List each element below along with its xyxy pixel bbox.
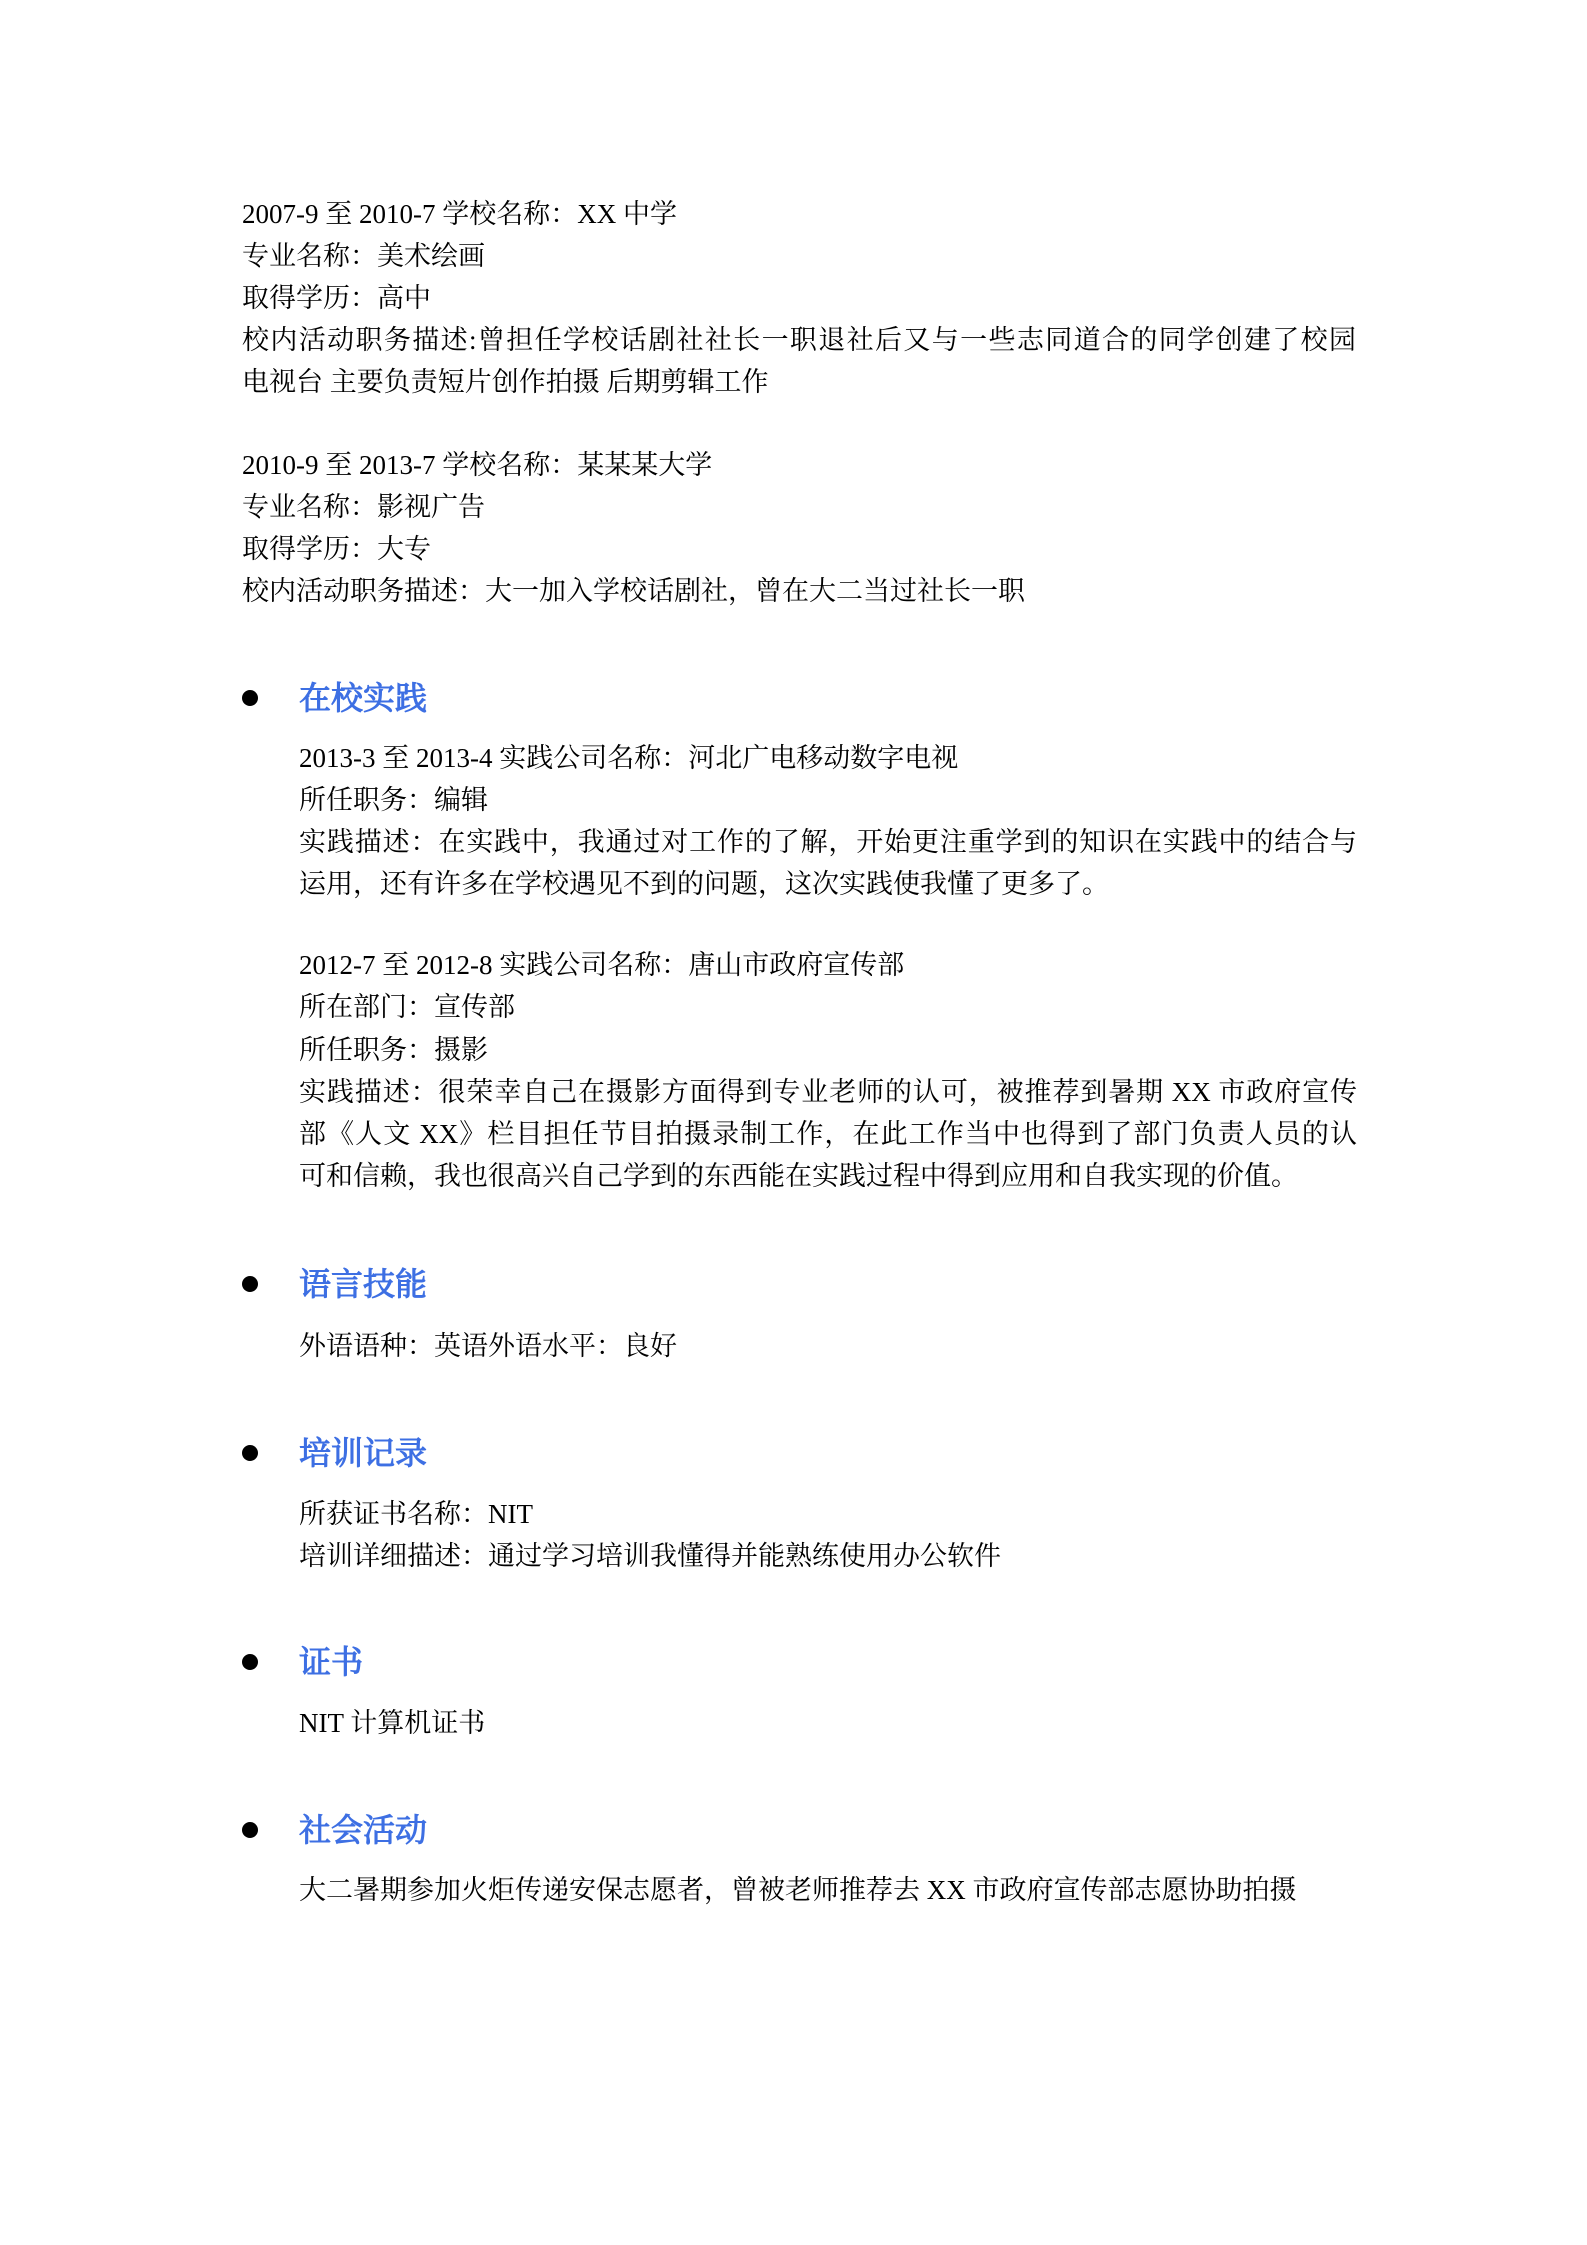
- practice-position: 所任职务：摄影: [299, 1034, 488, 1065]
- certificates-content: [299, 1702, 485, 1744]
- practice-description-line: 运用，还有许多在学校遇见不到的问题，这次实践使我懂了更多了。: [299, 869, 1109, 900]
- training-description: 培训详细描述：通过学习培训我懂得并能熟练使用办公软件: [299, 1540, 1001, 1571]
- language-line: 外语语种：英语外语水平：良好: [299, 1331, 677, 1362]
- bullet-icon: [242, 690, 258, 706]
- certificate-line: NIT 计算机证书: [299, 1708, 486, 1738]
- education-degree: 取得学历：大专: [242, 533, 431, 564]
- training-content: [299, 1493, 1001, 1577]
- education-entry-2: [242, 444, 1025, 613]
- education-activity-line: 校内活动职务描述：大一加入学校话剧社，曾在大二当过社长一职: [242, 576, 1025, 607]
- practice-department: 所在部门：宣传部: [299, 992, 515, 1023]
- social-content: [299, 1869, 1297, 1911]
- practice-description-line: 实践描述：在实践中，我通过对工作的了解，开始更注重学到的知识在实践中的结合与: [299, 826, 1357, 857]
- education-entry-1: [242, 193, 1356, 404]
- practice-period-company: 2012-7 至 2012-8 实践公司名称：唐山市政府宣传部: [299, 950, 905, 981]
- social-activity-line: 大二暑期参加火炬传递安保志愿者，曾被老师推荐去 XX 市政府宣传部志愿协助拍摄: [299, 1875, 1297, 1906]
- education-period-school: 2007-9 至 2010-7 学校名称：XX 中学: [242, 198, 677, 229]
- practice-entry-1: [299, 737, 1357, 906]
- section-title-certificates: 证书: [299, 1644, 364, 1681]
- bullet-icon: [242, 1276, 258, 1292]
- bullet-icon: [242, 1654, 258, 1670]
- practice-position: 所任职务：编辑: [299, 784, 488, 815]
- practice-entry-2: [299, 944, 1357, 1197]
- bullet-icon: [242, 1822, 258, 1838]
- practice-description-line: 部《人文 XX》栏目担任节目拍摄录制工作，在此工作当中也得到了部门负责人员的认: [299, 1119, 1357, 1150]
- practice-period-company: 2013-3 至 2013-4 实践公司名称：河北广电移动数字电视: [299, 742, 959, 773]
- education-major: 专业名称：影视广告: [242, 491, 485, 522]
- section-title-training: 培训记录: [299, 1435, 428, 1472]
- practice-description-line: 可和信赖，我也很高兴自己学到的东西能在实践过程中得到应用和自我实现的价值。: [299, 1161, 1298, 1192]
- section-title-language: 语言技能: [299, 1266, 428, 1303]
- language-content: [299, 1325, 677, 1367]
- education-major: 专业名称：美术绘画: [242, 240, 485, 271]
- education-period-school: 2010-9 至 2013-7 学校名称：某某某大学: [242, 449, 713, 480]
- education-activity-line: 电视台 主要负责短片创作拍摄 后期剪辑工作: [242, 367, 769, 398]
- training-certificate: 所获证书名称：NIT: [299, 1498, 533, 1529]
- education-degree: 取得学历：高中: [242, 282, 431, 313]
- bullet-icon: [242, 1445, 258, 1461]
- section-title-practice: 在校实践: [299, 680, 428, 717]
- practice-description-line: 实践描述：很荣幸自己在摄影方面得到专业老师的认可，被推荐到暑期 XX 市政府宣传: [299, 1076, 1357, 1107]
- section-title-social: 社会活动: [299, 1811, 428, 1848]
- education-activity-line: 校内活动职务描述:曾担任学校话剧社社长一职退社后又与一些志同道合的同学创建了校园: [242, 325, 1356, 356]
